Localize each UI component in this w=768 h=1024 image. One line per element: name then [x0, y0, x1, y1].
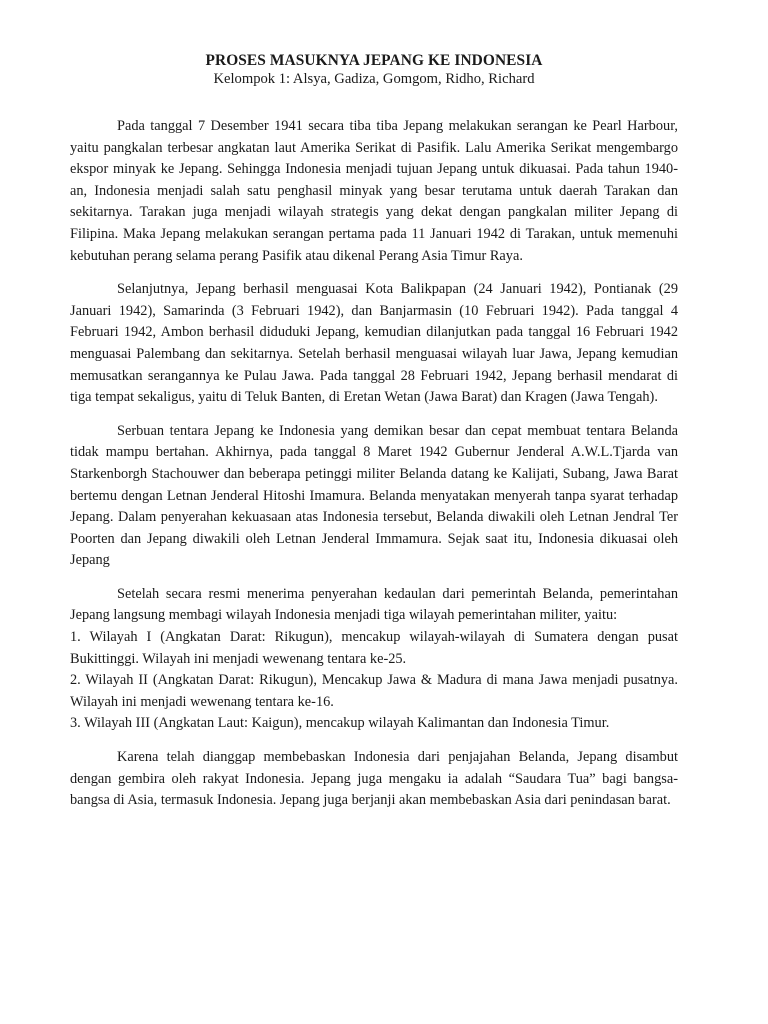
list-item: 3. Wilayah III (Angkatan Laut: Kaigun), mencakup wilayah Kalimantan dan Indonesia Timur. [70, 715, 610, 732]
closing-paragraph: Karena telah dianggap membebaskan Indonesia dari penjajahan Belanda, Jepang disambut dengan gembira oleh rakyat Indonesia. Jepang juga mengaku ia adalah “Saudara Tua” bagi bangsa-bangsa di Asia, termasuk Indonesia. Jepang juga berjanji akan membebaskan Asia dari penindasan barat. [70, 749, 678, 809]
document-subtitle: Kelompok 1: Alsya, Gadiza, Gomgom, Ridho, Richard [213, 71, 535, 87]
paragraph-4: Setelah secara resmi menerima penyerahan kedaulan dari pemerintah Belanda, pemerintahan Jepang langsung membagi wilayah Indonesia menjadi tiga wilayah pemerintahan militer, yaitu: [70, 585, 678, 624]
list-item: 1. Wilayah I (Angkatan Darat: Rikugun), mencakup wilayah-wilayah di Sumatera dengan pusat Bukittinggi. Wilayah ini menjadi wewenang tentara ke-25. [70, 629, 678, 667]
list-item: 2. Wilayah II (Angkatan Darat: Rikugun), Mencakup Jawa & Madura di mana Jawa menjadi pusatnya. Wilayah ini menjadi wewenang tentara ke-16. [70, 672, 678, 710]
paragraph-1: Pada tanggal 7 Desember 1941 secara tiba tiba Jepang melakukan serangan ke Pearl Harbour, yaitu pangkalan terbesar angkatan laut Amerika Serikat di Pasifik. Lalu Amerika Serikat mengembargo ekspor minyak ke Jepang. Sehingga Indonesia menjadi tujuan Jepang untuk dikuasai. Pada tahun 1940-an, Indonesia menjadi salah satu penghasil minyak yang besar terutama untuk daerah Tarakan dan sekitarnya. Tarakan juga menjadi wilayah strategis yang dekat dengan pangkalan militer Jepang di Filipina. Maka Jepang melakukan serangan pertama pada 11 Januari 1942 di Tarakan, untuk memenuhi kebutuhan perang selama perang Pasifik atau dikenal Perang Asia Timur Raya. [70, 118, 678, 264]
document-title: PROSES MASUKNYA JEPANG KE INDONESIA [205, 52, 543, 69]
paragraph-2: Selanjutnya, Jepang berhasil menguasai Kota Balikpapan (24 Januari 1942), Pontianak (29 Januari 1942), Samarinda (3 Februari 1942), dan Banjarmasin (10 Februari 1942). Pada tanggal 4 Februari 1942, Ambon berhasil diduduki Jepang, kemudian dilanjutkan pada tanggal 16 Februari 1942 menguasai Palembang dan sekitarnya. Setelah berhasil menguasai wilayah luar Jawa, Jepang kemudian memusatkan serangannya ke Pulau Jawa. Pada tanggal 28 Februari 1942, Jepang berhasil mendarat di tiga tempat sekaligus, yaitu di Teluk Banten, di Eretan Wetan (Jawa Barat) dan Kragen (Jawa Tengah). [70, 281, 678, 406]
paragraph-3: Serbuan tentara Jepang ke Indonesia yang demikan besar dan cepat membuat tentara Belanda tidak mampu bertahan. Akhirnya, pada tanggal 8 Maret 1942 Gubernur Jenderal A.W.L.Tjarda van Starkenborgh Stachouwer dan beberapa petinggi militer Belanda datang ke Kalijati, Subang, Jawa Barat bertemu dengan Letnan Jenderal Hitoshi Imamura. Belanda menyatakan menyerah tanpa syarat terhadap Jepang. Dalam penyerahan kekuasaan atas Indonesia tersebut, Belanda diwakili oleh Letnan Jendral Ter Poorten dan Jepang diwakili oleh Letnan Jenderal Immamura. Sejak saat itu, Indonesia dikuasai oleh Jepang [70, 422, 678, 569]
document-content [70, 52, 678, 824]
region-list [70, 627, 678, 735]
